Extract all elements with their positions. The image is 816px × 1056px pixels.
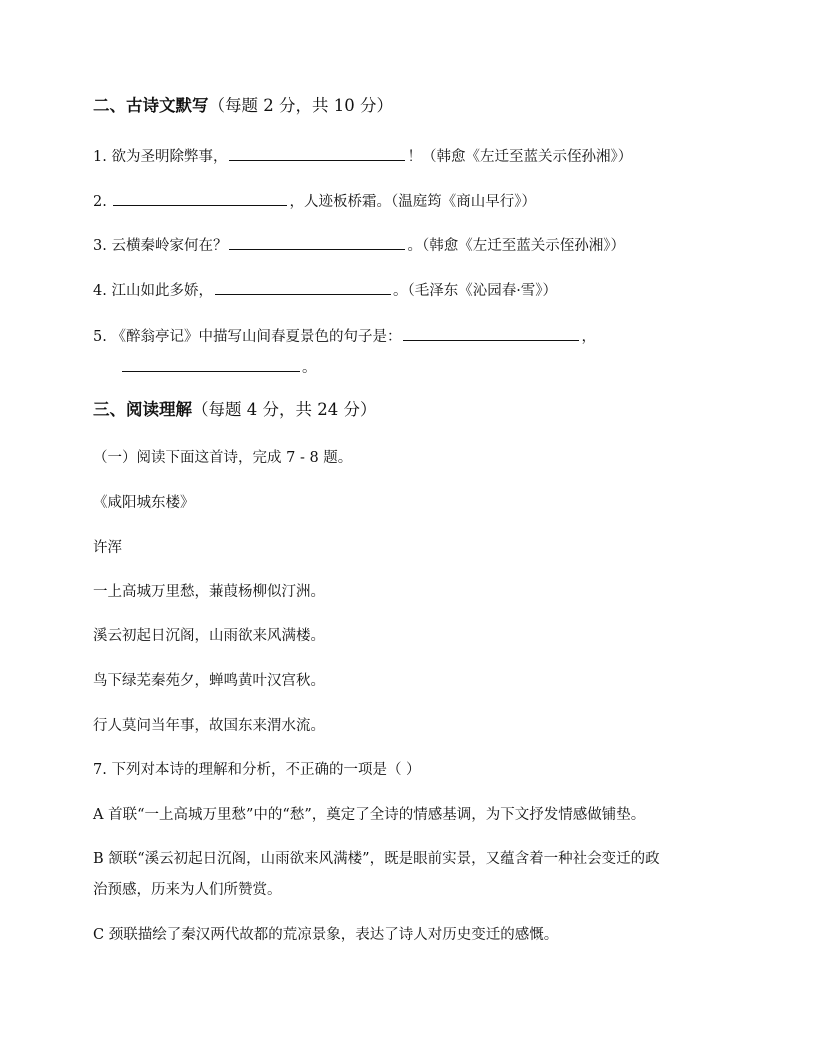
question-text: 江山如此多娇， xyxy=(111,283,213,299)
option-b: B 颔联“溪云初起日沉阁，山雨欲来风满楼”，既是眼前实景，又蕴含着一种社会变迁的政 xyxy=(93,851,660,867)
answer-blank[interactable] xyxy=(403,325,579,341)
option-c: C 颈联描绘了秦汉两代故都的荒凉景象，表达了诗人对历史变迁的感慨。 xyxy=(93,927,559,943)
question-5-continued xyxy=(120,356,317,378)
poem-line: 鸟下绿芜秦苑夕，蝉鸣黄叶汉宫秋。 xyxy=(93,673,325,689)
poem-line: 行人莫问当年事，故国东来渭水流。 xyxy=(93,718,325,734)
answer-blank[interactable] xyxy=(229,145,405,161)
question-3 xyxy=(93,234,625,256)
question-2 xyxy=(93,190,536,212)
section-heading-poetry xyxy=(93,96,393,116)
question-7-stem: 7. 下列对本诗的理解和分析，不正确的一项是（ ） xyxy=(93,762,421,778)
poem-line: 溪云初起日沉阁，山雨欲来风满楼。 xyxy=(93,628,325,644)
question-text: 。（韩愈《左迁至蓝关示侄孙湘》） xyxy=(407,238,625,254)
section-scoring: （每题 4 分，共 24 分） xyxy=(192,400,377,419)
question-number: 5. xyxy=(93,329,112,345)
question-number: 1. xyxy=(93,149,112,165)
section-title: 三、阅读理解 xyxy=(93,400,192,419)
question-number: 3. xyxy=(93,238,112,254)
question-5 xyxy=(93,325,596,347)
question-text: 。（毛泽东《沁园春·雪》） xyxy=(392,283,558,299)
question-text: ， xyxy=(581,329,596,345)
poem-author: 许浑 xyxy=(93,540,122,556)
question-text: 。 xyxy=(302,360,317,376)
poem-line: 一上高城万里愁，蒹葭杨柳似汀洲。 xyxy=(93,584,325,600)
option-a: A 首联“一上高城万里愁”中的“愁”，奠定了全诗的情感基调，为下文抒发情感做铺垫。 xyxy=(93,807,646,823)
section-heading-reading xyxy=(93,400,376,420)
question-4 xyxy=(93,279,557,301)
reading-intro: （一）阅读下面这首诗，完成 7 - 8 题。 xyxy=(93,450,353,466)
question-text: 《醉翁亭记》中描写山间春夏景色的句子是： xyxy=(111,329,402,345)
answer-blank[interactable] xyxy=(215,279,391,295)
section-scoring: （每题 2 分，共 10 分） xyxy=(208,96,393,115)
question-text: 欲为圣明除弊事， xyxy=(111,149,228,165)
poem-title: 《咸阳城东楼》 xyxy=(93,495,195,511)
question-1 xyxy=(93,145,632,167)
option-b-continued: 治预感，历来为人们所赞赏。 xyxy=(93,882,282,898)
question-text: ！（韩愈《左迁至蓝关示侄孙湘》） xyxy=(407,149,633,165)
answer-blank[interactable] xyxy=(229,234,405,250)
question-text: ，人迹板桥霜。（温庭筠《商山早行》） xyxy=(289,194,536,210)
answer-blank[interactable] xyxy=(113,190,287,206)
answer-blank[interactable] xyxy=(122,356,300,372)
question-number: 4. xyxy=(93,283,112,299)
question-text: 云横秦岭家何在？ xyxy=(111,238,228,254)
question-number: 2. xyxy=(93,194,112,210)
section-title: 二、古诗文默写 xyxy=(93,96,209,115)
